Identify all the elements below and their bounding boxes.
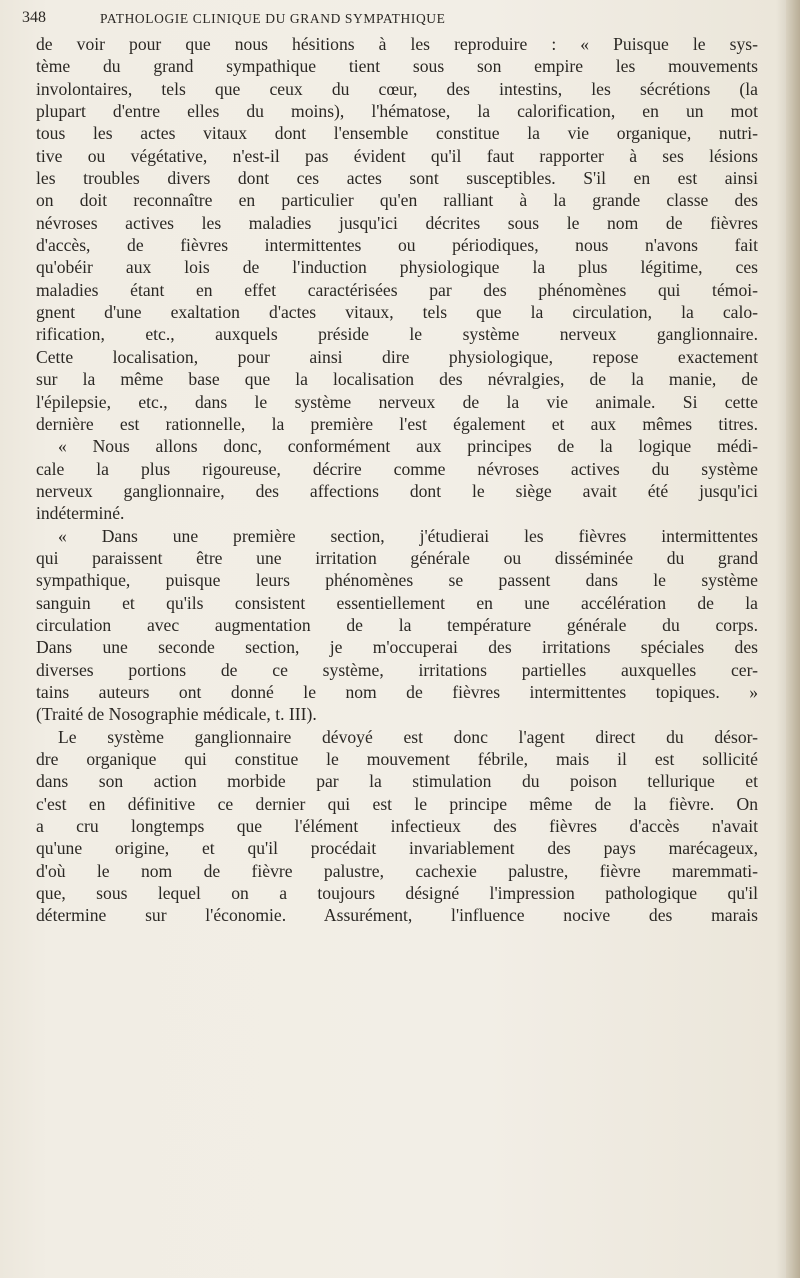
text-line: tains auteurs ont donné le nom de fièvres intermittentes topiques. » — [36, 681, 758, 702]
text-line: Le système ganglionnaire dévoyé est donc l'agent direct du désor- — [58, 726, 758, 747]
text-line: de voir pour que nous hésitions à les reproduire : « Puisque le sys- — [36, 34, 758, 54]
text-line: a cru longtemps que l'élément infectieux des fièvres d'accès n'avait — [36, 816, 758, 837]
text-line: c'est en définitive ce dernier qui est le principe même de la fièvre. On — [36, 793, 758, 814]
text-line: d'accès, de fièvres intermittentes ou périodiques, nous n'avons fait — [36, 235, 758, 256]
page-number: 348 — [22, 9, 46, 26]
text-line: qu'une origine, et qu'il procédait invariablement des pays marécageux, — [36, 838, 758, 859]
text-line: sanguin et qu'ils consistent essentiellement en une accélération de la — [36, 592, 758, 613]
text-line: d'où le nom de fièvre palustre, cachexie palustre, fièvre maremmati- — [36, 860, 758, 881]
text-line: dans son action morbide par la stimulation du poison tellurique et — [36, 771, 758, 792]
text-line: maladies étant en effet caractérisées par des phénomènes qui témoi- — [36, 279, 758, 300]
page-edge — [786, 0, 800, 1278]
text-line: Dans une seconde section, je m'occuperai des irritations spéciales des — [36, 637, 758, 658]
text-line: gnent d'une exaltation d'actes vitaux, tels que la circulation, la calo- — [36, 302, 758, 323]
text-line: circulation avec augmentation de la température générale du corps. — [36, 614, 758, 635]
text-line: qui paraissent être une irritation générale ou disséminée du grand — [36, 547, 758, 568]
text-line: qu'obéir aux lois de l'induction physiologique la plus légitime, ces — [36, 257, 758, 278]
text-line: tive ou végétative, n'est-il pas évident qu'il faut rapporter à ses lésions — [36, 145, 758, 166]
text-line: nerveux ganglionnaire, des affections dont le siège avait été jusqu'ici — [36, 480, 758, 501]
text-line: détermine sur l'économie. Assurément, l'influence nocive des marais — [36, 905, 758, 926]
text-line: (Traité de Nosographie médicale, t. III). — [36, 704, 317, 725]
body-text — [36, 33, 758, 927]
text-line: que, sous lequel on a toujours désigné l'impression pathologique qu'il — [36, 883, 758, 904]
text-line: tous les actes vitaux dont l'ensemble constitue la vie organique, nutri- — [36, 123, 758, 144]
page-header — [18, 8, 758, 30]
text-line: on doit reconnaître en particulier qu'en ralliant à la grande classe des — [36, 190, 758, 211]
text-line: dre organique qui constitue le mouvement fébrile, mais il est sollicité — [36, 749, 758, 769]
text-line: sympathique, puisque leurs phénomènes se passent dans le système — [36, 570, 758, 591]
text-line: l'épilepsie, etc., dans le système nerveux de la vie animale. Si cette — [36, 391, 758, 412]
text-line: dernière est rationnelle, la première l'est également et aux mêmes titres. — [36, 413, 758, 434]
text-line: plupart d'entre elles du moins), l'hématose, la calorification, en un mot — [36, 101, 758, 122]
text-line: névroses actives les maladies jusqu'ici décrites sous le nom de fièvres — [36, 212, 758, 233]
text-line: involontaires, tels que ceux du cœur, des intestins, les sécrétions (la — [36, 78, 758, 99]
text-line: « Nous allons donc, conformément aux principes de la logique médi- — [58, 436, 758, 457]
text-line: sur la même base que la localisation des névralgies, de la manie, de — [36, 369, 758, 390]
text-line: les troubles divers dont ces actes sont susceptibles. S'il en est ainsi — [36, 168, 758, 189]
text-line: rification, etc., auxquels préside le système nerveux ganglionnaire. — [36, 324, 758, 345]
text-line: cale la plus rigoureuse, décrire comme névroses actives du système — [36, 458, 758, 479]
running-title: PATHOLOGIE CLINIQUE DU GRAND SYMPATHIQUE — [100, 11, 446, 26]
text-line: indéterminé. — [36, 503, 125, 524]
text-line: « Dans une première section, j'étudierai les fièvres intermittentes — [58, 525, 758, 546]
text-line: Cette localisation, pour ainsi dire physiologique, repose exactement — [36, 346, 758, 367]
text-line: diverses portions de ce système, irritations partielles auxquelles cer- — [36, 659, 758, 680]
text-line: tème du grand sympathique tient sous son empire les mouvements — [36, 56, 758, 77]
